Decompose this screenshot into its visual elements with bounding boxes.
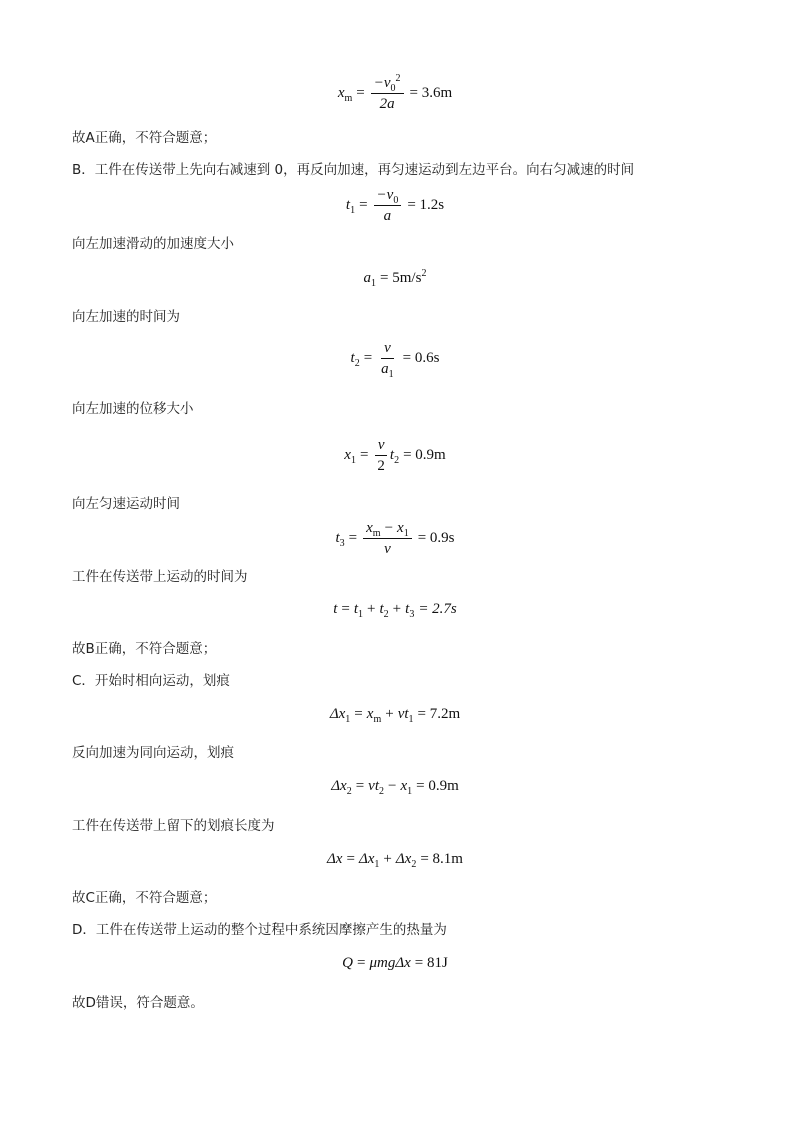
option-b-conclusion: 故B正确，不符合题意；	[72, 641, 217, 657]
option-b-disp-label: 向左加速的位移大小	[72, 401, 194, 417]
option-b-time-label: 向左加速的时间为	[72, 309, 180, 325]
fraction: $\frac{-v_0^2}{2a}$	[371, 74, 404, 113]
option-b-total-label: 工件在传送带上运动的时间为	[72, 569, 248, 585]
fraction: $\frac{v}{2}$	[374, 436, 388, 475]
equation-xm: $x_m$ = $\frac{-v_0^2}{2a}$ = 3.6m	[337, 73, 453, 112]
option-c-same-dir-label: 反向加速为同向运动，划痕	[72, 745, 234, 761]
option-d-intro: D．工件在传送带上运动的整个过程中系统因摩擦产生的热量为	[72, 922, 447, 938]
equation-t2: $t_2$ = $\frac{v}{a_1}$ = 0.6s	[350, 340, 440, 380]
option-c-total-label: 工件在传送带上留下的划痕长度为	[72, 818, 275, 834]
equation-t1: $t_1$ = $\frac{-v_0}{a}$ = 1.2s	[345, 187, 445, 224]
fraction: $\frac{-v_0}{a}$	[374, 186, 402, 225]
equation-dx2: $\Delta x_2$ = $vt_2$ − $x_1$ = 0.9m	[331, 778, 459, 797]
option-b-acc-label: 向左加速滑动的加速度大小	[72, 236, 234, 252]
option-a-conclusion: 故A正确，不符合题意；	[72, 130, 217, 146]
equation-x1: $x_1$ = $\frac{v}{2}$ $t_2$ = 0.9m	[344, 437, 446, 474]
equation-t3: $t_3$ = $\frac{x_m - x_1}{v}$ = 0.9s	[335, 520, 455, 557]
option-c-conclusion: 故C正确，不符合题意；	[72, 890, 217, 906]
equation-a1: $a_1$ = $5m/s^2$	[363, 268, 427, 289]
fraction: $\frac{x_m - x_1}{v}$	[363, 519, 412, 558]
equation-dx1: $\Delta x_1$ = $x_m$ + $vt_1$ = 7.2m	[329, 706, 461, 725]
option-b-uniform-label: 向左匀速运动时间	[72, 496, 180, 512]
option-b-intro: B．工件在传送带上先向右减速到 0，再反向加速，再匀速运动到左边平台。向右匀减速的时间	[72, 162, 635, 178]
fraction: $\frac{v}{a_1}$	[381, 340, 394, 380]
equation-dx: Δx = $\Delta x_1$ + $\Delta x_2$ = 8.1m	[327, 851, 463, 870]
equation-q: Q = μmgΔx = 81J	[342, 955, 448, 971]
option-c-intro: C．开始时相向运动，划痕	[72, 673, 230, 689]
option-d-conclusion: 故D错误，符合题意。	[72, 995, 204, 1011]
equation-t-total: t = $t_1$ + $t_2$ + $t_3$ = 2.7s	[333, 601, 457, 620]
